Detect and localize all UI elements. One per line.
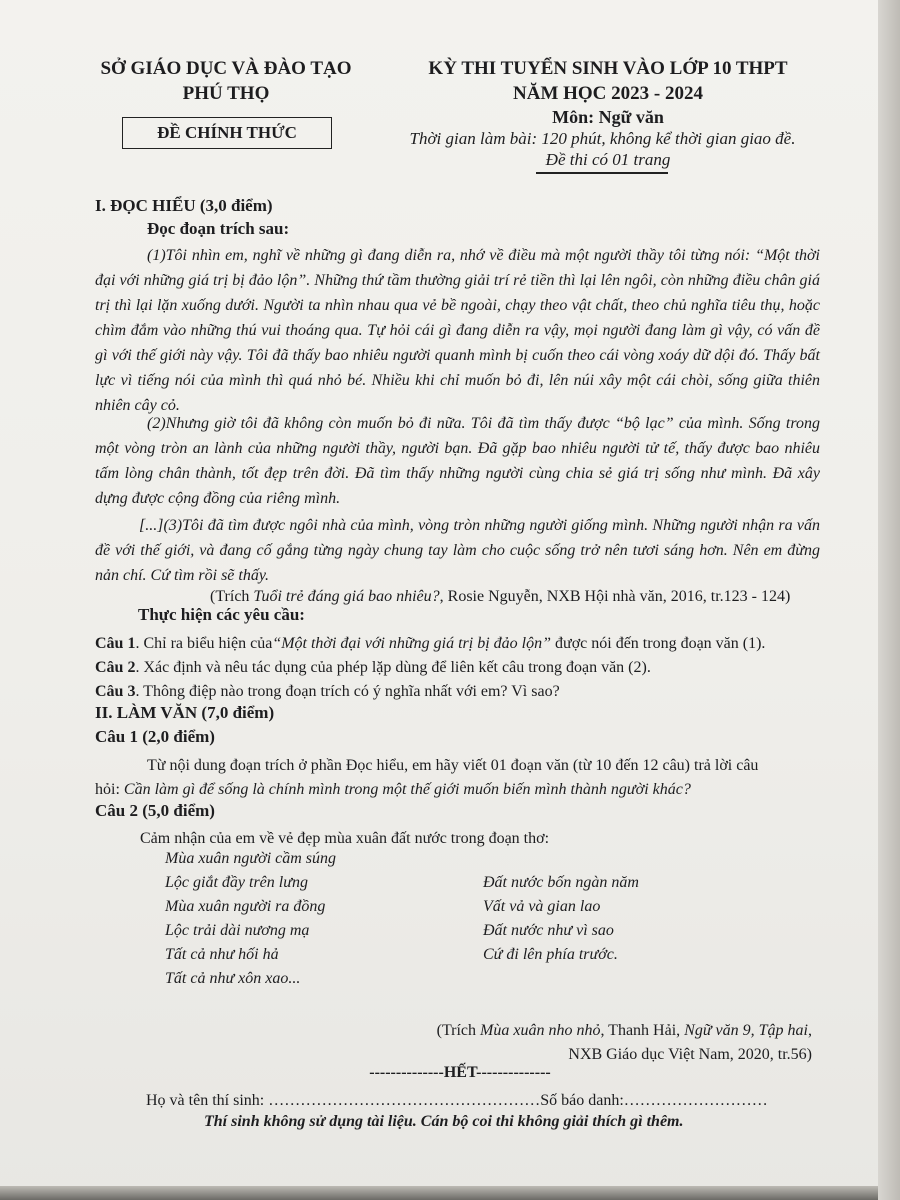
poem-source-line1: (Trích Mùa xuân nho nhỏ, Thanh Hải, Ngữ văn 9, Tập hai, <box>436 1022 812 1039</box>
subject: Môn: Ngữ văn <box>552 107 664 127</box>
paper-edge <box>878 0 900 1200</box>
exam-note: Thí sinh không sử dụng tài liệu. Cán bộ coi thi không giải thích gì thêm. <box>204 1113 684 1130</box>
question-1: Câu 1. Chỉ ra biểu hiện của“Một thời đại với những giá trị bị đảo lộn” được nói đến trong đoạn văn (1). <box>95 635 766 652</box>
writing-question-1-line1: Từ nội dung đoạn trích ở phần Đọc hiểu, em hãy viết 01 đoạn văn (từ 10 đến 12 câu) trả lời câu <box>147 757 759 774</box>
poem-line: Mùa xuân người cầm súng <box>165 850 337 867</box>
passage-paragraph-1-text: (1)Tôi nhìn em, nghĩ về những gì đang diễn ra, nhớ về điều mà một người thầy tôi từng nói: “Một thời đại với những giá trị bị đảo lộn”. Những thứ tầm thường giải trí rẻ tiền thì lại lên ngôi, còn những điều chân giá trị thì lại lặn xuống dưới. Người ta nhìn nhau qua vẻ bề ngoài, chạy theo vật chất, theo chủ nghĩa tiêu thụ, hoặc chìm đắm vào những thú vui thoáng qua. Tự hỏi cái gì đang diễn ra vậy, mọi người đang làm gì vậy, có vấn đề gì với thế giới này vậy. Tôi đã thấy bao nhiêu người quanh mình bị cuốn theo cái vòng xoáy dữ dội đó. Thấy bất lực vì tiếng nói của mình thì quá nhỏ bé. Nhiều khi chỉ muốn bỏ đi, lên núi xây một cái chòi, sống giữa thiên nhiên cây cỏ. <box>95 247 820 414</box>
page-count: Đề thi có 01 trang <box>545 150 671 169</box>
poem-line: Tất cả như xôn xao... <box>165 970 301 987</box>
reading-instruction: Đọc đoạn trích sau: <box>147 219 290 238</box>
requirements-heading: Thực hiện các yêu cầu: <box>138 605 305 624</box>
official-exam-box: ĐỀ CHÍNH THỨC <box>122 117 332 149</box>
section-writing-heading: II. LÀM VĂN (7,0 điểm) <box>95 703 275 722</box>
writing-question-2-heading: Câu 2 (5,0 điểm) <box>95 801 215 820</box>
page-count-underline <box>536 172 668 174</box>
passage-paragraph-3-text: [...](3)Tôi đã tìm được ngôi nhà của mình, vòng tròn những người giống mình. Những người nhận ra vấn đề với thế giới, và đang cố gắng từng ngày chung tay làm cho cuộc sống trở nên tươi sáng hơn. Nên em đừng nản chí. Cứ tìm rồi sẽ thấy. <box>95 517 820 584</box>
passage-paragraph-1 <box>95 243 820 418</box>
exam-duration: Thời gian làm bài: 120 phút, không kể thời gian giao đề. <box>409 129 796 148</box>
question-2: Câu 2. Xác định và nêu tác dụng của phép lặp dùng để liên kết câu trong đoạn văn (2). <box>95 659 651 676</box>
poem-line: Tất cả như hối hả <box>165 946 279 963</box>
passage-paragraph-2-text: (2)Nhưng giờ tôi đã không còn muốn bỏ đi nữa. Tôi đã tìm thấy được “bộ lạc” của mình. Sống trong một vòng tròn an lành của những người thầy, người bạn. Đã gặp bao nhiêu người tử tế, thấy được bao nhiêu tấm lòng chân thành, tốt đẹp trên đời. Đã tìm thấy những người cùng chia sẻ giá trị sống như mình. Đã xây dựng được cộng đồng của riêng mình. <box>95 415 820 507</box>
section-reading-heading: I. ĐỌC HIỂU (3,0 điểm) <box>95 196 273 215</box>
poem-line: Đất nước bốn ngàn năm <box>483 874 639 891</box>
writing-question-1-heading: Câu 1 (2,0 điểm) <box>95 727 215 746</box>
poem-line: Lộc giắt đầy trên lưng <box>165 874 308 891</box>
desk-strip <box>0 1186 878 1200</box>
candidate-info-line: Họ và tên thí sinh: ……………………………………………Số báo danh:……………………… <box>146 1092 768 1109</box>
writing-question-2-prompt: Cảm nhận của em về vẻ đẹp mùa xuân đất nước trong đoạn thơ: <box>140 830 550 847</box>
passage-source: (Trích Tuổi trẻ đáng giá bao nhiêu?, Rosie Nguyễn, NXB Hội nhà văn, 2016, tr.123 - 124) <box>210 588 791 605</box>
poem-source-line2: NXB Giáo dục Việt Nam, 2020, tr.56) <box>568 1046 812 1063</box>
passage-paragraph-3 <box>95 513 820 588</box>
school-year: NĂM HỌC 2023 - 2024 <box>513 83 703 104</box>
exam-title: KỲ THI TUYỂN SINH VÀO LỚP 10 THPT <box>428 58 788 79</box>
poem-line: Cứ đi lên phía trước. <box>483 946 618 963</box>
poem-line: Vất vả và gian lao <box>483 898 601 915</box>
poem-line: Mùa xuân người ra đồng <box>165 898 326 915</box>
passage-paragraph-2 <box>95 411 820 511</box>
province-name: PHÚ THỌ <box>182 83 270 104</box>
end-mark: --------------HẾT-------------- <box>369 1064 551 1081</box>
department-name: SỞ GIÁO DỤC VÀ ĐÀO TẠO <box>100 58 352 79</box>
poem-line: Lộc trải dài nương mạ <box>165 922 310 939</box>
question-3: Câu 3. Thông điệp nào trong đoạn trích có ý nghĩa nhất với em? Vì sao? <box>95 683 560 700</box>
poem-line: Đất nước như vì sao <box>483 922 614 939</box>
writing-question-1-line2: hỏi: Cần làm gì để sống là chính mình trong một thế giới muốn biến mình thành người khác? <box>95 781 691 798</box>
